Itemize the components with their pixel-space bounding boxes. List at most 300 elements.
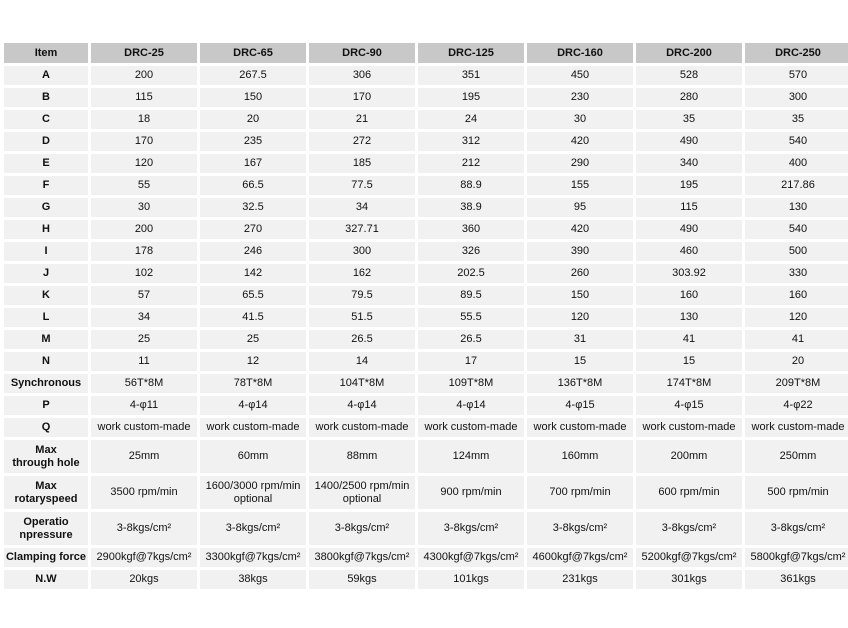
cell-text: 260 (570, 267, 590, 279)
cell-text: 41 (791, 333, 805, 345)
cell-text: 4600kgf@7kgs/cm² (532, 551, 628, 563)
table-cell (636, 242, 742, 261)
table-cell (636, 66, 742, 85)
row-label (4, 66, 88, 85)
table-cell (309, 476, 415, 509)
table-cell (636, 570, 742, 589)
cell-text: 26.5 (460, 333, 482, 345)
cell-text: 56T*8M (124, 377, 164, 389)
cell-text: 500 rpm/min (767, 486, 829, 498)
cell-text: 41 (682, 333, 696, 345)
table-row (4, 286, 848, 305)
table-row (4, 548, 848, 567)
cell-text: 32.5 (242, 201, 264, 213)
cell-text: 25 (246, 333, 260, 345)
cell-text: 280 (679, 91, 699, 103)
table-cell (309, 374, 415, 393)
cell-text: 301kgs (671, 573, 707, 585)
table-row (4, 220, 848, 239)
cell-text: 217.86 (781, 179, 815, 191)
cell-text: 160 (679, 289, 699, 301)
table-cell (309, 352, 415, 371)
cell-text: 150 (243, 91, 263, 103)
table-cell (200, 110, 306, 129)
cell-text: 361kgs (780, 573, 816, 585)
table-cell (91, 264, 197, 283)
cell-text: work custom-made (315, 421, 409, 433)
cell-text: 340 (679, 157, 699, 169)
header-model: DRC-65 (200, 43, 306, 63)
cell-text: 3300kgf@7kgs/cm² (205, 551, 301, 563)
row-label-text: A (42, 69, 50, 81)
table-row (4, 476, 848, 509)
table-cell (309, 396, 415, 415)
table-cell (636, 198, 742, 217)
table-cell (745, 308, 848, 327)
table-cell (309, 110, 415, 129)
cell-text: 290 (570, 157, 590, 169)
table-row (4, 110, 848, 129)
cell-text: 66.5 (242, 179, 264, 191)
header-row (4, 43, 848, 63)
table-cell (309, 176, 415, 195)
cell-text: 202.5 (457, 267, 485, 279)
row-label-text: N (42, 355, 50, 367)
table-cell (200, 396, 306, 415)
cell-text: 3-8kgs/cm² (661, 522, 717, 534)
cell-text: 3500 rpm/min (110, 486, 178, 498)
cell-text: 3-8kgs/cm² (443, 522, 499, 534)
table-cell (91, 512, 197, 545)
table-cell (309, 418, 415, 437)
table-cell (745, 198, 848, 217)
table-cell (309, 570, 415, 589)
table-cell (200, 286, 306, 305)
cell-text: 246 (243, 245, 263, 257)
table-cell (418, 132, 524, 151)
cell-text: 24 (464, 113, 478, 125)
cell-text: 490 (679, 223, 699, 235)
cell-text: 34 (355, 201, 369, 213)
table-cell (527, 242, 633, 261)
cell-text: work custom-made (206, 421, 300, 433)
row-label (4, 110, 88, 129)
table-cell (745, 476, 848, 509)
table-cell (91, 154, 197, 173)
cell-text: 3-8kgs/cm² (334, 522, 390, 534)
table-cell (527, 330, 633, 349)
table-cell (200, 88, 306, 107)
cell-text: 20 (791, 355, 805, 367)
cell-text: 312 (461, 135, 481, 147)
table-cell (745, 66, 848, 85)
table-cell (527, 176, 633, 195)
cell-text: 528 (679, 69, 699, 81)
row-label-text: B (42, 91, 50, 103)
table-cell (636, 440, 742, 473)
cell-text: 115 (135, 91, 153, 103)
cell-text: 20kgs (129, 573, 159, 585)
cell-text: 4-φ15 (674, 399, 704, 411)
table-cell (91, 374, 197, 393)
header-item: Item (4, 43, 88, 63)
cell-text: 101kgs (453, 573, 489, 585)
table-cell (309, 548, 415, 567)
table-row (4, 154, 848, 173)
table-cell (309, 132, 415, 151)
table-cell (745, 352, 848, 371)
table-cell (527, 286, 633, 305)
cell-text: 79.5 (351, 289, 373, 301)
cell-text: 124mm (452, 450, 490, 462)
cell-text: 35 (682, 113, 696, 125)
table-cell (636, 308, 742, 327)
cell-text: 500 (788, 245, 808, 257)
cell-text: 540 (788, 135, 808, 147)
cell-text: 25 (137, 333, 151, 345)
cell-text: 38.9 (460, 201, 482, 213)
table-cell (527, 512, 633, 545)
row-label-text: I (44, 245, 48, 257)
header-model: DRC-25 (91, 43, 197, 63)
table-cell (418, 374, 524, 393)
row-label-text: H (42, 223, 50, 235)
cell-text: 160mm (561, 450, 599, 462)
table-cell (745, 286, 848, 305)
cell-text: 155 (570, 179, 590, 191)
table-cell (309, 198, 415, 217)
table-cell (91, 418, 197, 437)
table-cell (418, 418, 524, 437)
cell-text: 2900kgf@7kgs/cm² (96, 551, 192, 563)
table-cell (418, 220, 524, 239)
table-cell (91, 330, 197, 349)
table-cell (636, 512, 742, 545)
cell-text: 18 (137, 113, 151, 125)
row-label-text: G (41, 201, 51, 213)
table-cell (527, 132, 633, 151)
table-cell (636, 548, 742, 567)
table-cell (418, 110, 524, 129)
table-cell (309, 88, 415, 107)
table-cell (418, 476, 524, 509)
table-cell (745, 110, 848, 129)
table-cell (418, 512, 524, 545)
cell-text: 195 (679, 179, 699, 191)
cell-text: 600 rpm/min (658, 486, 720, 498)
table-row (4, 176, 848, 195)
table-cell (200, 352, 306, 371)
spec-table (1, 40, 848, 592)
table-row (4, 352, 848, 371)
table-cell (91, 570, 197, 589)
cell-text: 15 (573, 355, 587, 367)
cell-text: 88.9 (460, 179, 482, 191)
table-cell (527, 396, 633, 415)
cell-text: 78T*8M (233, 377, 273, 389)
cell-text: work custom-made (533, 421, 627, 433)
cell-text: 136T*8M (557, 377, 603, 389)
table-cell (527, 220, 633, 239)
cell-text: 326 (461, 245, 481, 257)
cell-text: 303.92 (672, 267, 706, 279)
cell-text: 900 rpm/min (440, 486, 502, 498)
table-cell (745, 330, 848, 349)
cell-text: 167 (243, 157, 263, 169)
table-cell (418, 308, 524, 327)
cell-text: 1400/2500 rpm/min (314, 479, 410, 492)
table-cell (527, 418, 633, 437)
row-label-text: npressure (19, 528, 73, 541)
table-cell (91, 110, 197, 129)
table-cell (418, 440, 524, 473)
table-cell (91, 198, 197, 217)
cell-text: 17 (464, 355, 478, 367)
table-cell (91, 220, 197, 239)
cell-text: 60mm (237, 450, 269, 462)
table-cell (200, 264, 306, 283)
cell-text: 31 (573, 333, 587, 345)
table-cell (91, 396, 197, 415)
cell-text: 162 (352, 267, 372, 279)
row-label (4, 154, 88, 173)
cell-text: 3-8kgs/cm² (116, 522, 172, 534)
row-label-text: J (42, 267, 50, 279)
cell-text: 390 (570, 245, 590, 257)
table-cell (745, 440, 848, 473)
cell-text: 420 (570, 223, 590, 235)
table-cell (418, 286, 524, 305)
cell-text: 26.5 (351, 333, 373, 345)
cell-text: 200mm (670, 450, 708, 462)
table-cell (91, 352, 197, 371)
table-cell (418, 198, 524, 217)
cell-text: 200 (134, 69, 154, 81)
table-cell (527, 570, 633, 589)
table-cell (745, 242, 848, 261)
cell-text: 460 (679, 245, 699, 257)
cell-text: 231kgs (562, 573, 598, 585)
cell-text: 270 (243, 223, 263, 235)
cell-text: 351 (461, 69, 481, 81)
cell-text: 540 (788, 223, 808, 235)
cell-text: 65.5 (242, 289, 264, 301)
table-cell (636, 110, 742, 129)
row-label-text: C (42, 113, 50, 125)
table-cell (527, 198, 633, 217)
row-label (4, 132, 88, 151)
row-label (4, 330, 88, 349)
cell-text: 11 (138, 355, 150, 367)
table-cell (309, 308, 415, 327)
cell-text: 120 (570, 311, 590, 323)
table-row (4, 132, 848, 151)
row-label-text: Q (41, 421, 51, 433)
table-cell (418, 66, 524, 85)
table-cell (309, 242, 415, 261)
cell-text: 14 (355, 355, 369, 367)
table-cell (527, 548, 633, 567)
table-cell (91, 308, 197, 327)
table-cell (309, 512, 415, 545)
row-label-text: L (42, 311, 50, 323)
row-label-text: through hole (12, 456, 80, 469)
table-row (4, 396, 848, 415)
table-row (4, 308, 848, 327)
cell-text: 170 (352, 91, 372, 103)
table-cell (745, 548, 848, 567)
row-label-text: P (42, 399, 50, 411)
table-cell (527, 476, 633, 509)
cell-text: 4-φ15 (565, 399, 595, 411)
header-model: DRC-125 (418, 43, 524, 63)
table-cell (200, 220, 306, 239)
cell-text: 360 (461, 223, 481, 235)
cell-text: 109T*8M (448, 377, 494, 389)
cell-text: 25mm (128, 450, 160, 462)
table-cell (418, 176, 524, 195)
table-row (4, 242, 848, 261)
cell-text: 4-φ14 (238, 399, 268, 411)
cell-text: 3-8kgs/cm² (770, 522, 826, 534)
table-cell (745, 132, 848, 151)
table-cell (91, 440, 197, 473)
cell-text: 4-φ22 (783, 399, 813, 411)
cell-text: 35 (791, 113, 805, 125)
cell-text: 30 (573, 113, 587, 125)
row-label (4, 374, 88, 393)
row-label (4, 396, 88, 415)
table-cell (418, 570, 524, 589)
row-label (4, 264, 88, 283)
cell-text: 250mm (779, 450, 817, 462)
table-row (4, 330, 848, 349)
table-cell (527, 110, 633, 129)
table-cell (418, 396, 524, 415)
cell-text: 89.5 (460, 289, 482, 301)
table-cell (745, 154, 848, 173)
table-row (4, 264, 848, 283)
table-cell (200, 242, 306, 261)
table-cell (418, 154, 524, 173)
table-cell (91, 548, 197, 567)
cell-text: 55.5 (460, 311, 482, 323)
cell-text: 59kgs (347, 573, 377, 585)
table-cell (91, 476, 197, 509)
cell-text: 1600/3000 rpm/min (205, 479, 301, 492)
cell-text: 20 (246, 113, 260, 125)
table-cell (636, 418, 742, 437)
row-label-text: K (42, 289, 50, 301)
table-cell (745, 220, 848, 239)
cell-text: 230 (570, 91, 590, 103)
cell-text: 57 (137, 289, 151, 301)
table-cell (91, 88, 197, 107)
header-model: DRC-200 (636, 43, 742, 63)
table-cell (636, 352, 742, 371)
table-row (4, 440, 848, 473)
cell-text: 21 (355, 113, 369, 125)
row-label (4, 352, 88, 371)
cell-text: 570 (788, 69, 808, 81)
cell-text: 88mm (346, 450, 378, 462)
row-label (4, 220, 88, 239)
table-cell (200, 512, 306, 545)
row-label (4, 242, 88, 261)
cell-text: 700 rpm/min (549, 486, 611, 498)
cell-text: 272 (352, 135, 372, 147)
table-row (4, 512, 848, 545)
cell-text: 400 (788, 157, 808, 169)
table-cell (745, 396, 848, 415)
cell-text: 267.5 (239, 69, 267, 81)
row-label-text: D (42, 135, 50, 147)
header-model: DRC-90 (309, 43, 415, 63)
table-cell (636, 476, 742, 509)
table-cell (200, 570, 306, 589)
row-label-text: F (42, 179, 50, 191)
table-cell (200, 418, 306, 437)
table-cell (91, 286, 197, 305)
table-row (4, 66, 848, 85)
table-cell (418, 330, 524, 349)
cell-text: 4-φ14 (347, 399, 377, 411)
row-label (4, 308, 88, 327)
table-cell (527, 374, 633, 393)
cell-text: 15 (682, 355, 696, 367)
header-model: DRC-250 (745, 43, 848, 63)
row-label-text: N.W (35, 573, 57, 585)
table-cell (418, 352, 524, 371)
table-cell (200, 132, 306, 151)
table-row (4, 374, 848, 393)
cell-text: 51.5 (351, 311, 373, 323)
cell-text: 3-8kgs/cm² (225, 522, 281, 534)
cell-text: 306 (352, 69, 372, 81)
row-label-text: M (41, 333, 51, 345)
cell-text: 450 (570, 69, 590, 81)
cell-text: 30 (137, 201, 151, 213)
table-cell (636, 264, 742, 283)
row-label-text: Max (35, 479, 57, 492)
cell-text: 3-8kgs/cm² (552, 522, 608, 534)
cell-text: 327.71 (345, 223, 379, 235)
table-cell (636, 220, 742, 239)
row-label (4, 440, 88, 473)
table-cell (309, 220, 415, 239)
table-cell (309, 154, 415, 173)
table-cell (745, 88, 848, 107)
table-cell (309, 264, 415, 283)
cell-text: 77.5 (351, 179, 373, 191)
table-cell (527, 154, 633, 173)
table-row (4, 418, 848, 437)
cell-text: 142 (243, 267, 263, 279)
table-cell (418, 548, 524, 567)
table-cell (636, 286, 742, 305)
cell-text: 55 (137, 179, 151, 191)
table-cell (745, 512, 848, 545)
row-label (4, 418, 88, 437)
cell-text: 4-φ14 (456, 399, 486, 411)
table-cell (745, 264, 848, 283)
row-label (4, 88, 88, 107)
cell-text: 490 (679, 135, 699, 147)
cell-text: 130 (679, 311, 699, 323)
table-cell (745, 374, 848, 393)
table-cell (527, 352, 633, 371)
table-cell (91, 132, 197, 151)
